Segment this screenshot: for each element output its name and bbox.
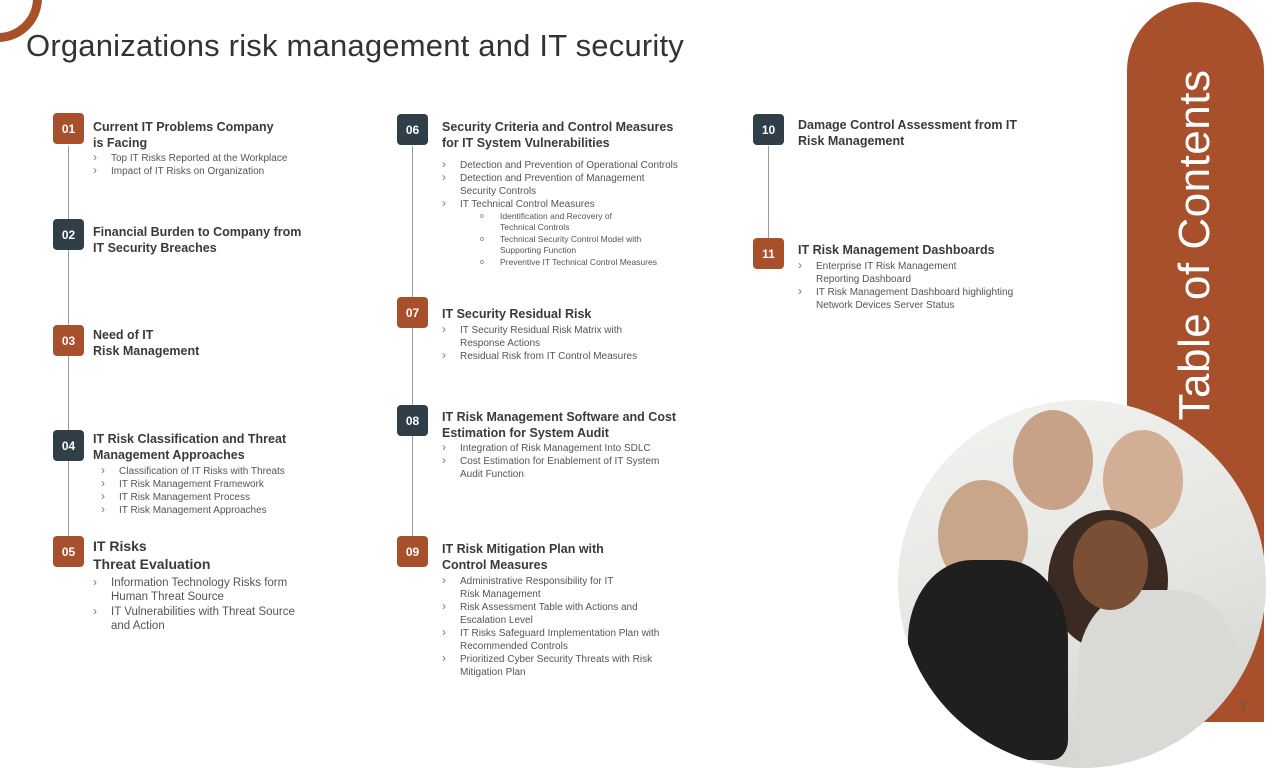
bullet-item[interactable]: › Detection and Prevention of Operational Controls (442, 159, 678, 172)
bullet-item[interactable]: › Information Technology Risks form Human Threat Source (93, 576, 295, 604)
bullet-item[interactable]: › Prioritized Cyber Security Threats with Risk Mitigation Plan (442, 653, 659, 679)
section-badge-03: 03 (53, 325, 84, 356)
bullet-item[interactable]: › IT Risk Management Dashboard highlighting Network Devices Server Status (798, 286, 1013, 312)
bullet-item[interactable]: › Administrative Responsibility for IT Risk Management (442, 575, 659, 601)
section-title-02[interactable]: Financial Burden to Company from IT Security Breaches (93, 225, 302, 255)
bullet-item[interactable]: › Cost Estimation for Enablement of IT System Audit Function (442, 455, 659, 481)
section-badge-06: 06 (397, 114, 428, 145)
bullet-item[interactable]: › IT Risk Management Approaches (101, 504, 285, 517)
bullet-item[interactable]: › Risk Assessment Table with Actions and Escalation Level (442, 601, 659, 627)
section-bullets-06 (442, 159, 678, 211)
section-title-07[interactable]: IT Security Residual Risk (442, 307, 592, 321)
section-title-08[interactable]: IT Risk Management Software and Cost Estimation for System Audit (442, 410, 677, 440)
bullet-item[interactable]: › Detection and Prevention of Management Security Controls (442, 172, 678, 198)
toc-sidebar-label: Table of Contents (1170, 69, 1219, 421)
bullet-item[interactable]: › IT Risk Management Framework (101, 478, 285, 491)
section-title-09[interactable]: IT Risk Mitigation Plan with Control Measures (442, 542, 604, 572)
section-badge-08: 08 (397, 405, 428, 436)
section-bullets-04 (101, 465, 285, 517)
sub-bullet-item[interactable]: o Identification and Recovery of Technical Controls (480, 211, 657, 233)
section-badge-10: 10 (753, 114, 784, 145)
timeline-line-col3 (768, 146, 769, 238)
team-photo (898, 400, 1266, 768)
section-bullets-05 (93, 576, 295, 634)
page-number: 3 (1240, 702, 1246, 713)
bullet-item[interactable]: › IT Risks Safeguard Implementation Plan with Recommended Controls (442, 627, 659, 653)
section-bullets-01 (93, 152, 287, 178)
section-badge-05: 05 (53, 536, 84, 567)
section-bullets-09 (442, 575, 659, 679)
bullet-item[interactable]: › Integration of Risk Management Into SDLC (442, 442, 659, 455)
section-badge-04: 04 (53, 430, 84, 461)
section-subbullets-06 (480, 211, 657, 269)
section-bullets-11 (798, 260, 1013, 312)
section-title-01[interactable]: Current IT Problems Company is Facing (93, 120, 274, 150)
section-badge-09: 09 (397, 536, 428, 567)
bullet-item[interactable]: › Residual Risk from IT Control Measures (442, 350, 637, 363)
bullet-item[interactable]: › Impact of IT Risks on Organization (93, 165, 287, 178)
bullet-item[interactable]: › Top IT Risks Reported at the Workplace (93, 152, 287, 165)
bullet-item[interactable]: › IT Vulnerabilities with Threat Source and Action (93, 605, 295, 633)
section-title-06[interactable]: Security Criteria and Control Measures for IT System Vulnerabilities (442, 120, 674, 150)
section-title-04[interactable]: IT Risk Classification and Threat Management Approaches (93, 432, 287, 462)
section-badge-02: 02 (53, 219, 84, 250)
sub-bullet-item[interactable]: o Preventive IT Technical Control Measures (480, 257, 657, 268)
section-badge-07: 07 (397, 297, 428, 328)
section-title-03[interactable]: Need of IT Risk Management (93, 328, 200, 358)
section-title-10[interactable]: Damage Control Assessment from IT Risk Management (798, 118, 1018, 148)
section-title-11[interactable]: IT Risk Management Dashboards (798, 243, 995, 257)
bullet-item[interactable]: › IT Security Residual Risk Matrix with Response Actions (442, 324, 637, 350)
bullet-item[interactable]: › Classification of IT Risks with Threats (101, 465, 285, 478)
section-title-05[interactable]: IT Risks Threat Evaluation (93, 538, 211, 572)
page-title: Organizations risk management and IT security (26, 28, 685, 63)
bullet-item[interactable]: › IT Risk Management Process (101, 491, 285, 504)
section-bullets-08 (442, 442, 659, 481)
sub-bullet-item[interactable]: o Technical Security Control Model with Supporting Function (480, 234, 657, 256)
timeline-line-col2 (412, 146, 413, 539)
bullet-item[interactable]: › IT Technical Control Measures (442, 198, 678, 211)
section-bullets-07 (442, 324, 637, 363)
section-badge-01: 01 (53, 113, 84, 144)
bullet-item[interactable]: › Enterprise IT Risk Management Reporting Dashboard (798, 260, 1013, 286)
section-badge-11: 11 (753, 238, 784, 269)
